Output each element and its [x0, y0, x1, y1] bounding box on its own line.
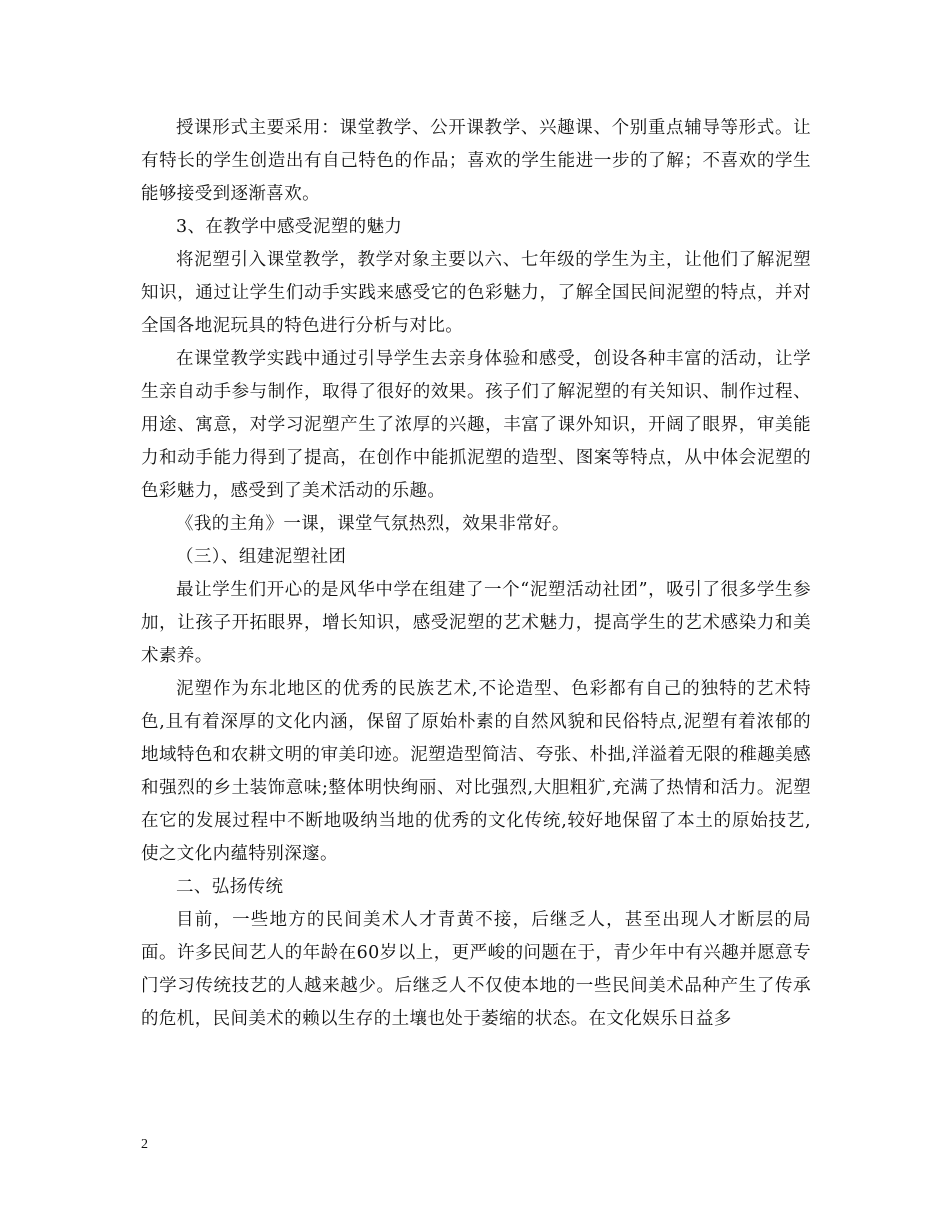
paragraph-classroom-practice: 在课堂教学实践中通过引导学生去亲身体验和感受，创设各种丰富的活动，让学生亲自动手参与制作，取得了很好的效果。孩子们了解泥塑的有关知识、制作过程、用途、寓意，对学习泥塑产生了浓厚的兴趣，丰富了课外知识，开阔了眼界，审美能力和动手能力得到了提高，在创作中能抓泥塑的造型、图案等特点，从中体会泥塑的色彩魅力，感受到了美术活动的乐趣。 [141, 349, 811, 501]
heading-club: （三）、组建泥塑社团 [176, 547, 347, 567]
page-number: 2 [141, 1137, 148, 1152]
paragraph-classroom-intro: 将泥塑引入课堂教学，教学对象主要以六、七年级的学生为主，让他们了解泥塑知识，通过让学生们动手实践来感受它的色彩魅力，了解全国民间泥塑的特点，并对全国各地泥玩具的特色进行分析与对比。 [141, 250, 811, 336]
paragraph-current-situation: 目前，一些地方的民间美术人才青黄不接，后继乏人，甚至出现人才断层的局面。许多民间艺人的年龄在60岁以上，更严峻的问题在于，青少年中有兴趣并愿意专门学习传统技艺的人越来越少。后继乏人不仅使本地的一些民间美术品种产生了传承的危机，民间美术的赖以生存的土壤也处于萎缩的状态。在文化娱乐日益多 [141, 910, 811, 1029]
heading-section-3: 3、在教学中感受泥塑的魅力 [176, 217, 403, 237]
paragraph-club: 最让学生们开心的是风华中学在组建了一个“泥塑活动社团”，吸引了很多学生参加，让孩子开拓眼界，增长知识，感受泥塑的艺术魅力，提高学生的艺术感染力和美术素养。 [141, 580, 811, 666]
paragraph-lesson-example: 《我的主角》一课，课堂气氛热烈，效果非常好。 [176, 514, 570, 534]
document-body [141, 112, 811, 1036]
paragraph-teaching-forms: 授课形式主要采用：课堂教学、公开课教学、兴趣课、个别重点辅导等形式。让有特长的学生创造出有自己特色的作品；喜欢的学生能进一步的了解；不喜欢的学生能够接受到逐渐喜欢。 [141, 118, 811, 204]
heading-tradition: 二、弘扬传统 [176, 877, 284, 897]
paragraph-northeast-art: 泥塑作为东北地区的优秀的民族艺术,不论造型、色彩都有自己的独特的艺术特色,且有着深厚的文化内涵，保留了原始朴素的自然风貌和民俗特点,泥塑有着浓郁的地域特色和农耕文明的审美印迹。泥塑造型简洁、夸张、朴拙,洋溢着无限的稚趣美感和强烈的乡土装饰意味;整体明快绚丽、对比强烈,大胆粗犷,充满了热情和活力。泥塑在它的发展过程中不断地吸纳当地的优秀的文化传统,较好地保留了本土的原始技艺,使之文化内蕴特别深邃。 [141, 679, 811, 864]
